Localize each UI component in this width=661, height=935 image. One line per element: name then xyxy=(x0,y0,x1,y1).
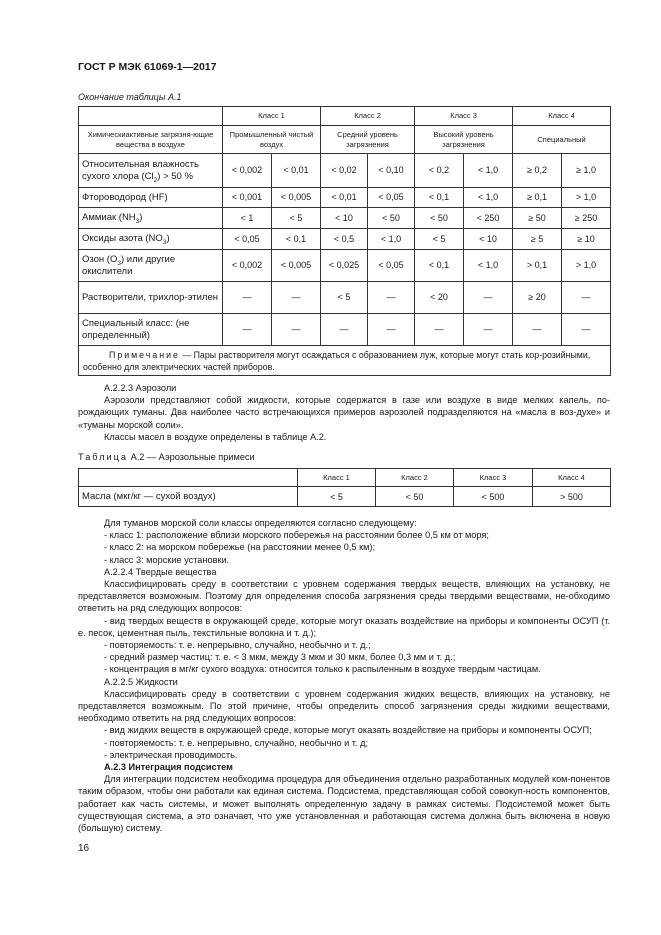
list-item: - концентрация в мг/кг сухого воздуха: относится только к распыленным в воздухе твердым частицам. xyxy=(104,664,541,675)
table-cell: < 10 xyxy=(464,229,513,250)
table-cell: < 5 xyxy=(321,282,368,314)
table-a2-corner xyxy=(79,469,298,487)
table-row xyxy=(79,188,611,208)
table-cell: < 1,0 xyxy=(368,229,415,250)
table-cell: ≥ 1,0 xyxy=(562,154,611,188)
paragraph: Классы масел в воздухе определены в таблице А.2. xyxy=(104,431,327,442)
section-heading: А.2.3 Интеграция подсистем xyxy=(104,762,233,773)
section-heading: А.2.2.3 Аэрозоли xyxy=(104,383,177,393)
table-cell: < 0,01 xyxy=(321,188,368,208)
level-header: Средний уровень загрязнения xyxy=(321,126,415,154)
table-cell: < 0,2 xyxy=(415,154,464,188)
class-header: Класс 4 xyxy=(533,469,611,487)
table-cell: < 1,0 xyxy=(464,154,513,188)
table-a1 xyxy=(78,106,611,376)
table-cell: > 1,0 xyxy=(562,188,611,208)
table-cell: < 50 xyxy=(376,487,454,507)
table-cell: < 0,01 xyxy=(272,154,321,188)
list-item: - класс 1: расположение вблизи морского побережья на расстоянии более 0,5 км от моря; xyxy=(104,530,489,541)
level-header: Промышленный чистый воздух xyxy=(223,126,321,154)
list-item: - повторяемость: т. е. непрерывно, случайно, необычно и т. д.; xyxy=(104,640,371,651)
paragraph: Для туманов морской соли классы определяются согласно следующему: xyxy=(104,518,417,528)
pollutant-column-header: Химическиактивные загрязня-ющие вещества в воздухе xyxy=(79,126,223,154)
table-cell: < 10 xyxy=(321,208,368,229)
table-cell: — xyxy=(562,282,611,314)
table-cell: < 0,05 xyxy=(223,229,272,250)
list-item: - вид жидких веществ в окружающей среде, которые могут оказать воздействие на приборы и компоненты ОСУП; xyxy=(104,725,592,736)
note-label: Примечание xyxy=(109,350,180,360)
table-cell: > 0,1 xyxy=(513,250,562,282)
paragraph: Аэрозоли представляют собой жидкости, которые содержатся в газе или воздухе в виде мелких капель, по-рождающих туманы. Два наиболее часто встречающихся примеров аэрозолей подразделяются на «масла в воз-духе» и «туманы морской соли». xyxy=(78,395,610,430)
table-cell: < 0,005 xyxy=(272,250,321,282)
class-header: Класс 3 xyxy=(454,469,533,487)
table-cell: — xyxy=(464,314,513,346)
table-cell: — xyxy=(272,314,321,346)
table-cell: — xyxy=(464,282,513,314)
table-cell: — xyxy=(368,282,415,314)
table-row xyxy=(79,314,611,346)
table-cell: ≥ 20 xyxy=(513,282,562,314)
table-cell: < 0,025 xyxy=(321,250,368,282)
table-cell: < 0,10 xyxy=(368,154,415,188)
row-label: Масла (мкг/кг — сухой воздух) xyxy=(79,487,298,507)
table-cell: < 0,1 xyxy=(415,188,464,208)
table-cell: — xyxy=(415,314,464,346)
table-cell: ≥ 10 xyxy=(562,229,611,250)
section-a223 xyxy=(78,382,610,443)
table-cell: < 50 xyxy=(415,208,464,229)
row-label: Специальный класс: (не определенный) xyxy=(79,314,223,346)
table-cell: < 1,0 xyxy=(464,188,513,208)
table-cell: < 20 xyxy=(415,282,464,314)
section-heading: А.2.2.4 Твердые вещества xyxy=(104,566,217,577)
table-cell: < 0,05 xyxy=(368,250,415,282)
table-cell: < 0,001 xyxy=(223,188,272,208)
class-header: Класс 2 xyxy=(321,107,415,126)
row-label: Относительная влажность сухого хлора $(Cl_2) > 50$ % xyxy=(79,154,223,188)
table-a2 xyxy=(78,468,611,507)
page-number: 16 xyxy=(78,843,90,854)
table-row xyxy=(79,250,611,282)
table-cell: — xyxy=(513,314,562,346)
table-a1-note xyxy=(79,346,611,376)
body-text xyxy=(78,517,610,834)
table-row xyxy=(79,229,611,250)
level-header: Высокий уровень загрязнения xyxy=(415,126,513,154)
paragraph: Для интеграции подсистем необходима процедура для объединения отдельно разработанных модулей ком-понентов таким образом, чтобы они работали как единая система. Подсистема, представляющая собой совокуп-ность компонентов, работает как часть системы, и может выполнять определенную задачу в рамках системы. Подсистемой может быть существующая система, а это означает, что уже установленная и работающая система должна быть включена в новую (большую) систему. xyxy=(78,774,610,834)
table-cell: < 500 xyxy=(454,487,533,507)
class-header: Класс 4 xyxy=(513,107,611,126)
table-cell: < 0,02 xyxy=(321,154,368,188)
section-heading: А.2.2.5 Жидкости xyxy=(104,676,178,687)
table-row xyxy=(79,487,611,507)
list-item: - повторяемость: т. е. непрерывно, случайно, необычно и т. д; xyxy=(104,737,369,748)
table-cell: — xyxy=(562,314,611,346)
list-item: - класс 3: морские установки. xyxy=(104,554,230,565)
table-cell: < 1,0 xyxy=(464,250,513,282)
table-cell: < 0,005 xyxy=(272,188,321,208)
list-item: - вид твердых веществ в окружающей среде, которые могут оказать воздействие на приборы и компоненты ОСУП (т. е. песок, цементная пыль, текстильные волокна и т. д.); xyxy=(78,615,610,638)
class-header: Класс 1 xyxy=(223,107,321,126)
row-label: Озон $(O_3)$ или другие окислители xyxy=(79,250,223,282)
list-item: - электрическая проводимость. xyxy=(104,749,238,760)
table-cell: < 0,5 xyxy=(321,229,368,250)
row-label: Фтороводород (HF) xyxy=(79,188,223,208)
table-cell: > 500 xyxy=(533,487,611,507)
table-cell: < 250 xyxy=(464,208,513,229)
list-item: - класс 2: на морском побережье (на расстоянии менее 0,5 км); xyxy=(104,542,376,553)
document-header: ГОСТ Р МЭК 61069-1—2017 xyxy=(78,61,217,73)
row-label: Растворители, трихлор-этилен xyxy=(79,282,223,314)
table-row xyxy=(79,208,611,229)
paragraph: Классифицировать среду в соответствии с уровнем содержания жидких веществ, влияющих на установку, не представляется возможным. По этой причине, чтобы определить способ загрязнения среды жидкими веществами, необходимо ответить на ряд следующих вопросов: xyxy=(78,688,610,724)
table-cell: ≥ 250 xyxy=(562,208,611,229)
table-row xyxy=(79,282,611,314)
note-text: — Пары растворителя могут осаждаться с образованием луж, которые могут стать кор-розийными, особенно для электрических частей приборов. xyxy=(83,350,591,372)
table-cell: ≥ 0,1 xyxy=(513,188,562,208)
table-cell: > 1,0 xyxy=(562,250,611,282)
class-header: Класс 1 xyxy=(298,469,376,487)
table-cell: — xyxy=(223,314,272,346)
table-row xyxy=(79,154,611,188)
list-item: - средний размер частиц: т. е. < 3 мкм, между 3 мкм и 30 мкм, более 0,3 мм и т. д.; xyxy=(104,652,456,663)
table-cell: < 0,1 xyxy=(272,229,321,250)
table-cell: ≥ 50 xyxy=(513,208,562,229)
table-cell: ≥ 0,2 xyxy=(513,154,562,188)
table-a2-caption: Таблица А.2 — Аэрозольные примеси xyxy=(78,452,255,462)
row-label: Оксиды азота $(NO_3)$ xyxy=(79,229,223,250)
table-cell: < 0,05 xyxy=(368,188,415,208)
table-cell: < 5 xyxy=(298,487,376,507)
table-cell: ≥ 5 xyxy=(513,229,562,250)
table-cell: < 5 xyxy=(272,208,321,229)
level-header: Специальный xyxy=(513,126,611,154)
table-cell: < 50 xyxy=(368,208,415,229)
table-cell: — xyxy=(368,314,415,346)
table-a1-caption: Окончание таблицы А.1 xyxy=(78,92,182,102)
table-cell: < 5 xyxy=(415,229,464,250)
class-header: Класс 2 xyxy=(376,469,454,487)
table-cell: < 0,002 xyxy=(223,250,272,282)
class-header: Класс 3 xyxy=(415,107,513,126)
table-a1-corner xyxy=(79,107,223,126)
row-label: Аммиак $(NH_3)$ xyxy=(79,208,223,229)
table-cell: — xyxy=(321,314,368,346)
table-cell: — xyxy=(272,282,321,314)
table-cell: < 0,1 xyxy=(415,250,464,282)
table-cell: — xyxy=(223,282,272,314)
paragraph: Классифицировать среду в соответствии с уровнем содержания твердых веществ, влияющих на установку, не представляется возможным. Поэтому для определения способа загрязнения среды твердыми веществами, не-обходимо ответить на ряд следующих вопросов: xyxy=(78,579,610,614)
table-cell: < 1 xyxy=(223,208,272,229)
table-cell: < 0,002 xyxy=(223,154,272,188)
